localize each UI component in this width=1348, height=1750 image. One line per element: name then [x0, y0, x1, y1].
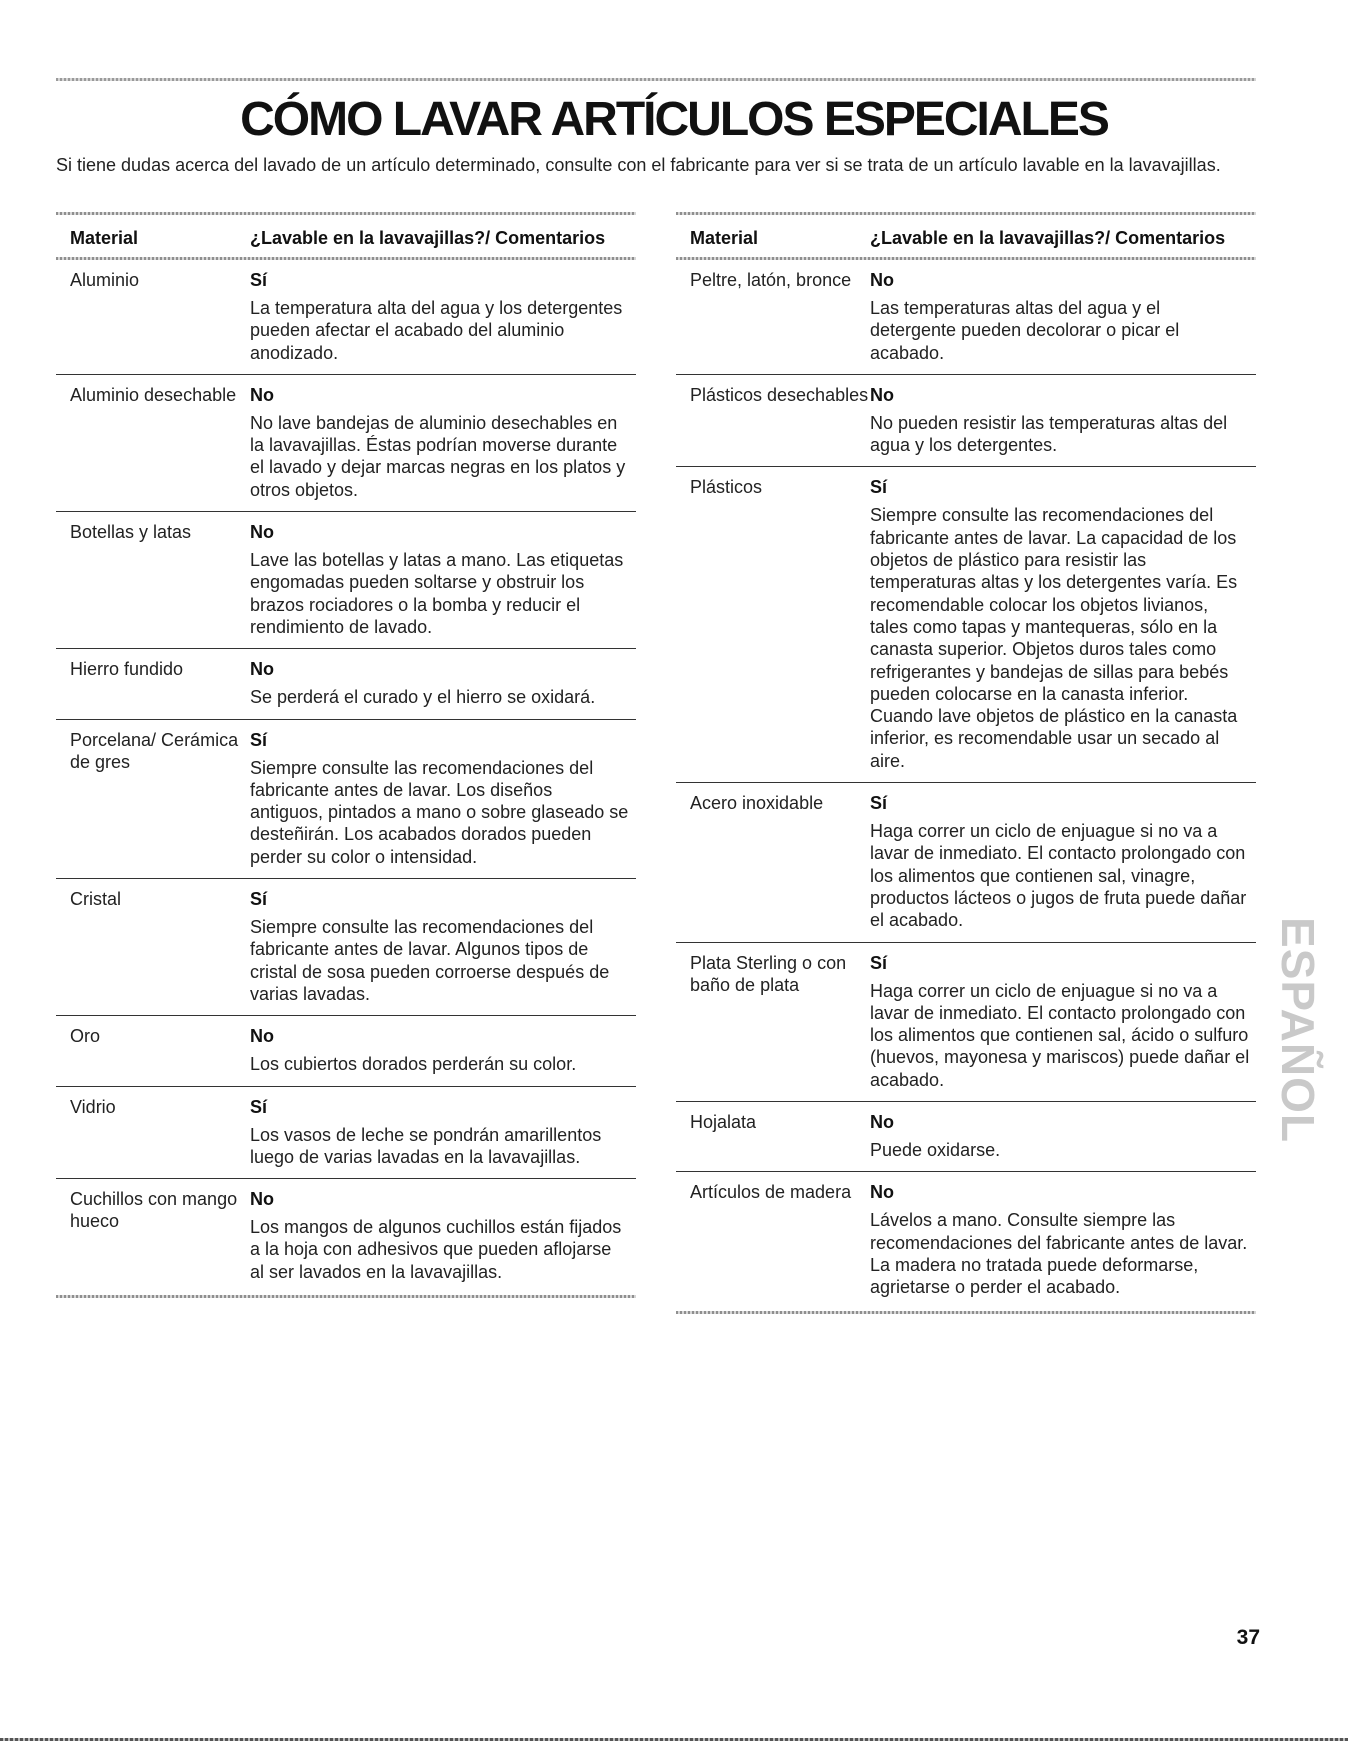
row-comment: Siempre consulte las recomendaciones del fabricante antes de lavar. Los diseños antiguos, pintados a mano o sobre glaseado se desteñirán. Los acabados dorados pueden perder su color o intensidad. [250, 757, 629, 867]
table-header [676, 215, 1256, 257]
row-comments-cell [250, 658, 630, 708]
row-comments-cell [870, 1111, 1250, 1161]
row-material: Hojalata [690, 1112, 757, 1133]
table-row [676, 783, 1256, 942]
left-table [56, 212, 636, 1298]
table-body [676, 260, 1256, 1311]
row-answer: No [870, 270, 894, 290]
row-comments-cell [870, 269, 1250, 364]
table-row [56, 879, 636, 1016]
row-comments-cell [250, 1025, 630, 1075]
row-answer: No [870, 1182, 894, 1203]
row-answer: No [870, 1112, 894, 1133]
row-comments-cell [870, 384, 1250, 457]
table-row [56, 1087, 636, 1180]
row-comment: Siempre consulte las recomendaciones del fabricante antes de lavar. La capacidad de los objetos de plástico para resistir las temperaturas altas y los detergentes varía. Es recomendable colocar los objetos livianos, tales como tapas y mantequeras, sólo en la canasta superior. Objetos duros tales como refrigerantes y bandejas de sillas para bebés pueden colocarse en la canasta inferior. Cuando lave objetos de plástico en la canasta inferior, es recomendable usar un secado al aire. [870, 505, 1238, 771]
row-comment: Los vasos de leche se pondrán amarillentos luego de varias lavadas en la lavavajillas. [250, 1124, 602, 1167]
row-comment: Se perderá el curado y el hierro se oxidará. [250, 687, 596, 708]
table-row [56, 375, 636, 512]
row-answer: No [250, 522, 274, 543]
row-comments-cell [870, 952, 1250, 1091]
language-side-tab [1272, 880, 1325, 1180]
row-comment: Puede oxidarse. [870, 1140, 1001, 1161]
row-comment: La temperatura alta del agua y los detergentes pueden afectar el acabado del aluminio anodizado. [250, 298, 623, 363]
row-comment: Las temperaturas altas del agua y el detergente pueden decolorar o picar el acabado. [870, 298, 1180, 363]
row-comments-cell [250, 269, 630, 364]
row-answer: Sí [870, 477, 888, 498]
row-material: Vidrio [70, 1096, 116, 1117]
table-bottom-rule [676, 1311, 1256, 1314]
row-comment: No pueden resistir las temperaturas altas del agua y los detergentes. [870, 412, 1228, 456]
row-answer: No [870, 384, 894, 405]
row-material: Cuchillos con mango hueco [70, 1189, 238, 1232]
row-comment: Lave las botellas y latas a mano. Las etiquetas engomadas pueden soltarse y obstruir los brazos rociadores o la bomba y reducir el rendimiento de lavado. [250, 550, 624, 637]
row-comment: Los cubiertos dorados perderán su color. [250, 1054, 577, 1075]
row-material: Aluminio [70, 270, 140, 290]
table-row [56, 1016, 636, 1086]
row-material: Plásticos desechables [690, 384, 869, 405]
row-answer: Sí [870, 952, 888, 973]
row-answer: Sí [250, 729, 268, 750]
row-answer: Sí [250, 889, 268, 910]
row-answer: Sí [870, 793, 888, 814]
row-comments-cell [250, 729, 630, 868]
row-comment: Siempre consulte las recomendaciones del fabricante antes de lavar. Algunos tipos de cristal de sosa pueden corroerse después de varias lavadas. [250, 917, 610, 1004]
row-comment: Haga correr un ciclo de enjuague si no va a lavar de inmediato. El contacto prolongado con los alimentos que contienen sal, vinagre, productos lácteos o jugos de fruta puede dañar el acabado. [870, 821, 1247, 931]
row-comments-cell [250, 521, 630, 638]
row-comments-cell [250, 1188, 630, 1283]
row-material: Oro [70, 1026, 101, 1047]
language-side-tab-label: ESPAÑOL [1272, 917, 1325, 1143]
table-row [676, 467, 1256, 783]
header-material: Material [70, 228, 139, 248]
row-material: Peltre, latón, bronce [690, 270, 852, 290]
table-row [676, 1102, 1256, 1172]
row-material: Porcelana/ Cerámica de gres [70, 729, 239, 772]
row-answer: No [250, 384, 274, 405]
intro-paragraph: Si tiene dudas acerca del lavado de un artículo determinado, consulte con el fabricante para ver si se trata de un artículo lavable en la lavavajillas. [56, 155, 1221, 175]
row-comment: No lave bandejas de aluminio desechables en la lavavajillas. Éstas podrían moverse durante el lavado y dejar marcas negras en los platos y otros objetos. [250, 412, 626, 500]
row-material: Acero inoxidable [690, 793, 824, 814]
table-row [676, 375, 1256, 468]
row-answer: Sí [250, 270, 268, 290]
top-dotted-rule [56, 78, 1256, 81]
header-comments: ¿Lavable en la lavavajillas?/ Comentarios [870, 228, 1226, 248]
bottom-dotted-rule [0, 1738, 1348, 1741]
row-material: Cristal [70, 889, 122, 910]
table-row [676, 943, 1256, 1102]
row-material: Plata Sterling o con baño de plata [690, 952, 847, 995]
right-table [676, 212, 1256, 1314]
table-row [56, 1179, 636, 1295]
row-answer: No [250, 1189, 274, 1210]
row-comment: Haga correr un ciclo de enjuague si no va a lavar de inmediato. El contacto prolongado con los alimentos que contienen sal, ácido o sulfuro (huevos, mayonesa y mariscos) puede dañar el acabado. [870, 980, 1250, 1090]
header-material: Material [690, 228, 759, 248]
table-row [676, 1172, 1256, 1310]
row-material: Artículos de madera [690, 1182, 852, 1203]
table-row [56, 260, 636, 375]
row-material: Aluminio desechable [70, 384, 237, 405]
page-number: 37 [1236, 1626, 1260, 1649]
row-comments-cell [870, 792, 1250, 931]
table-row [56, 649, 636, 719]
row-material: Hierro fundido [70, 659, 184, 680]
table-header [56, 215, 636, 257]
row-answer: No [250, 659, 274, 680]
table-row [56, 720, 636, 879]
row-answer: No [250, 1026, 274, 1047]
row-comment: Los mangos de algunos cuchillos están fijados a la hoja con adhesivos que pueden aflojarse al ser lavados en la lavavajillas. [250, 1217, 622, 1282]
row-comments-cell [250, 888, 630, 1005]
table-row [676, 260, 1256, 375]
row-comment: Lávelos a mano. Consulte siempre las recomendaciones del fabricante antes de lavar. La madera no tratada puede deformarse, agrietarse o perder el acabado. [870, 1210, 1248, 1298]
row-answer: Sí [250, 1096, 268, 1117]
table-body [56, 260, 636, 1295]
row-material: Botellas y latas [70, 522, 192, 543]
header-comments: ¿Lavable en la lavavajillas?/ Comentarios [250, 228, 606, 248]
row-comments-cell [870, 1181, 1250, 1298]
row-comments-cell [250, 1096, 630, 1169]
page-title: CÓMO LAVAR ARTÍCULOS ESPECIALES [240, 93, 1108, 146]
row-material: Plásticos [690, 477, 763, 498]
row-comments-cell [870, 476, 1250, 772]
table-bottom-rule [56, 1295, 636, 1298]
table-row [56, 512, 636, 649]
row-comments-cell [250, 384, 630, 501]
